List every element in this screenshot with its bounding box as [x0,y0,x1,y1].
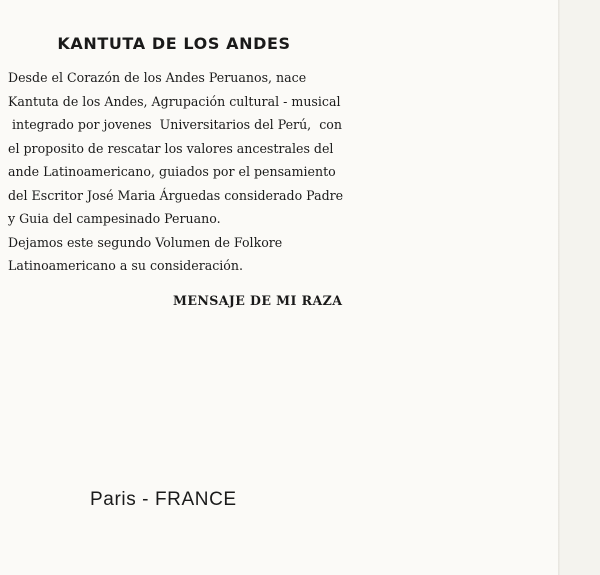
body-line: Dejamos este segundo Volumen de Folkore [8,234,283,250]
body-line: y Guia del campesinado Peruano. [8,211,221,226]
body-line: integrado por jovenes Universitarios del Perú, con [8,117,342,132]
document-title-text: KANTUTA DE LOS ANDES [57,34,291,53]
body-line: ande Latinoamericano, guiados por el pensamiento [8,164,336,179]
body-line: Latinoamericano a su consideración. [8,258,244,273]
body-line: el proposito de rescatar los valores ancestrales del [8,140,334,156]
body-line: Kantuta de los Andes, Agrupación cultural - musical [8,93,341,109]
body-line: del Escritor José Maria Árguedas considerado Padre [8,187,344,203]
body-line: Desde el Corazón de los Andes Peruanos, nace [8,70,307,85]
right-panel [560,0,600,575]
document-title [0,34,558,53]
signature: MENSAJE DE MI RAZA [173,293,343,308]
footer-location: Paris - FRANCE [90,489,237,510]
body-paragraph [8,66,368,278]
